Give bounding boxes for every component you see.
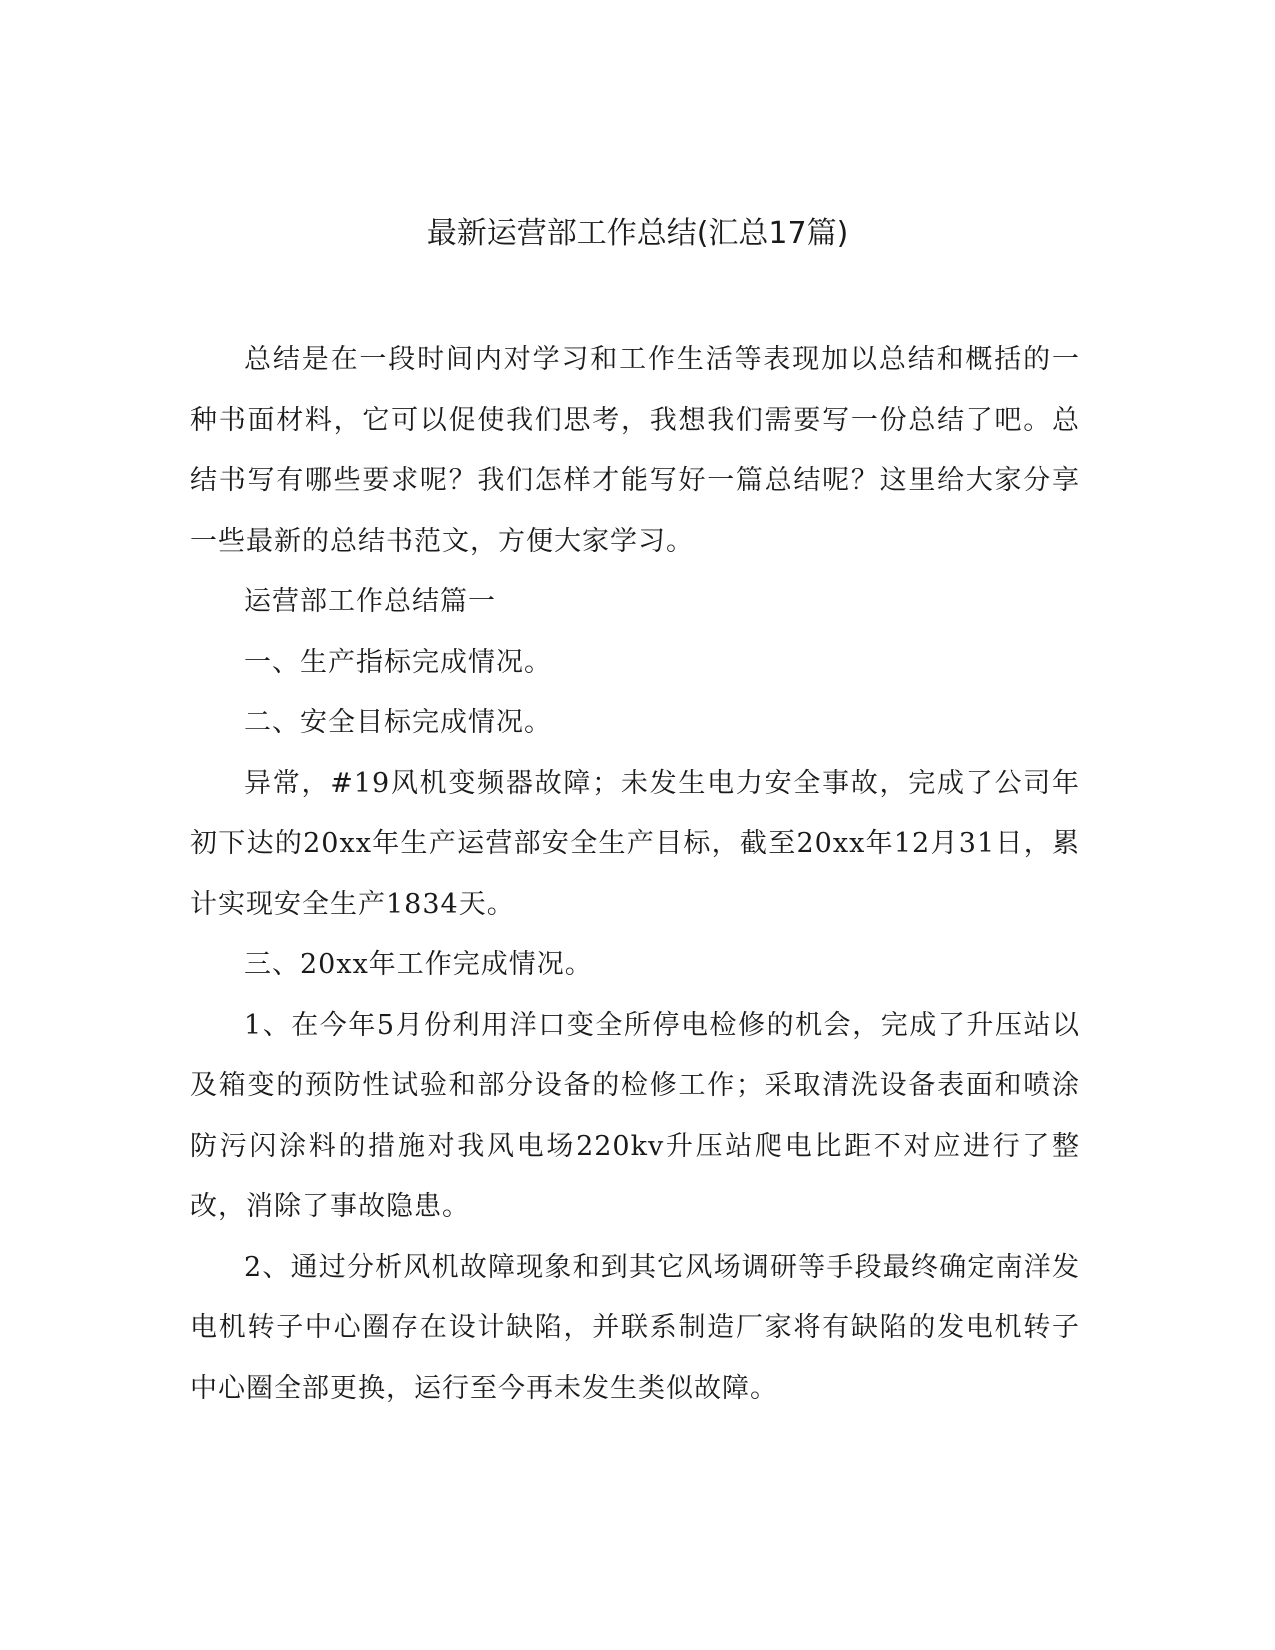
document-body [190, 330, 1080, 1419]
body-paragraph: 异常，#19风机变频器故障；未发生电力安全事故，完成了公司年初下达的20xx年生产运营部安全生产目标，截至20xx年12月31日，累计实现安全生产1834天。 [190, 767, 1080, 920]
list-item: 二、安全目标完成情况。 [244, 707, 552, 738]
intro-paragraph: 总结是在一段时间内对学习和工作生活等表现加以总结和概括的一种书面材料，它可以促使我们思考，我想我们需要写一份总结了吧。总结书写有哪些要求呢？我们怎样才能写好一篇总结呢？这里给大家分享一些最新的总结书范文，方便大家学习。 [190, 344, 1080, 557]
document-title: 最新运营部工作总结(汇总17篇) [426, 216, 849, 251]
section-heading: 运营部工作总结篇一 [244, 586, 496, 617]
body-paragraph: 2、通过分析风机故障现象和到其它风场调研等手段最终确定南洋发电机转子中心圈存在设计缺陷，并联系制造厂家将有缺陷的发电机转子中心圈全部更换，运行至今再未发生类似故障。 [190, 1251, 1080, 1404]
list-item: 三、20xx年工作完成情况。 [244, 949, 593, 980]
body-paragraph: 1、在今年5月份利用洋口变全所停电检修的机会，完成了升压站以及箱变的预防性试验和部分设备的检修工作；采取清洗设备表面和喷涂防污闪涂料的措施对我风电场220kv升压站爬电比距不对应进行了整改，消除了事故隐患。 [190, 1009, 1080, 1222]
list-item: 一、生产指标完成情况。 [244, 646, 552, 678]
